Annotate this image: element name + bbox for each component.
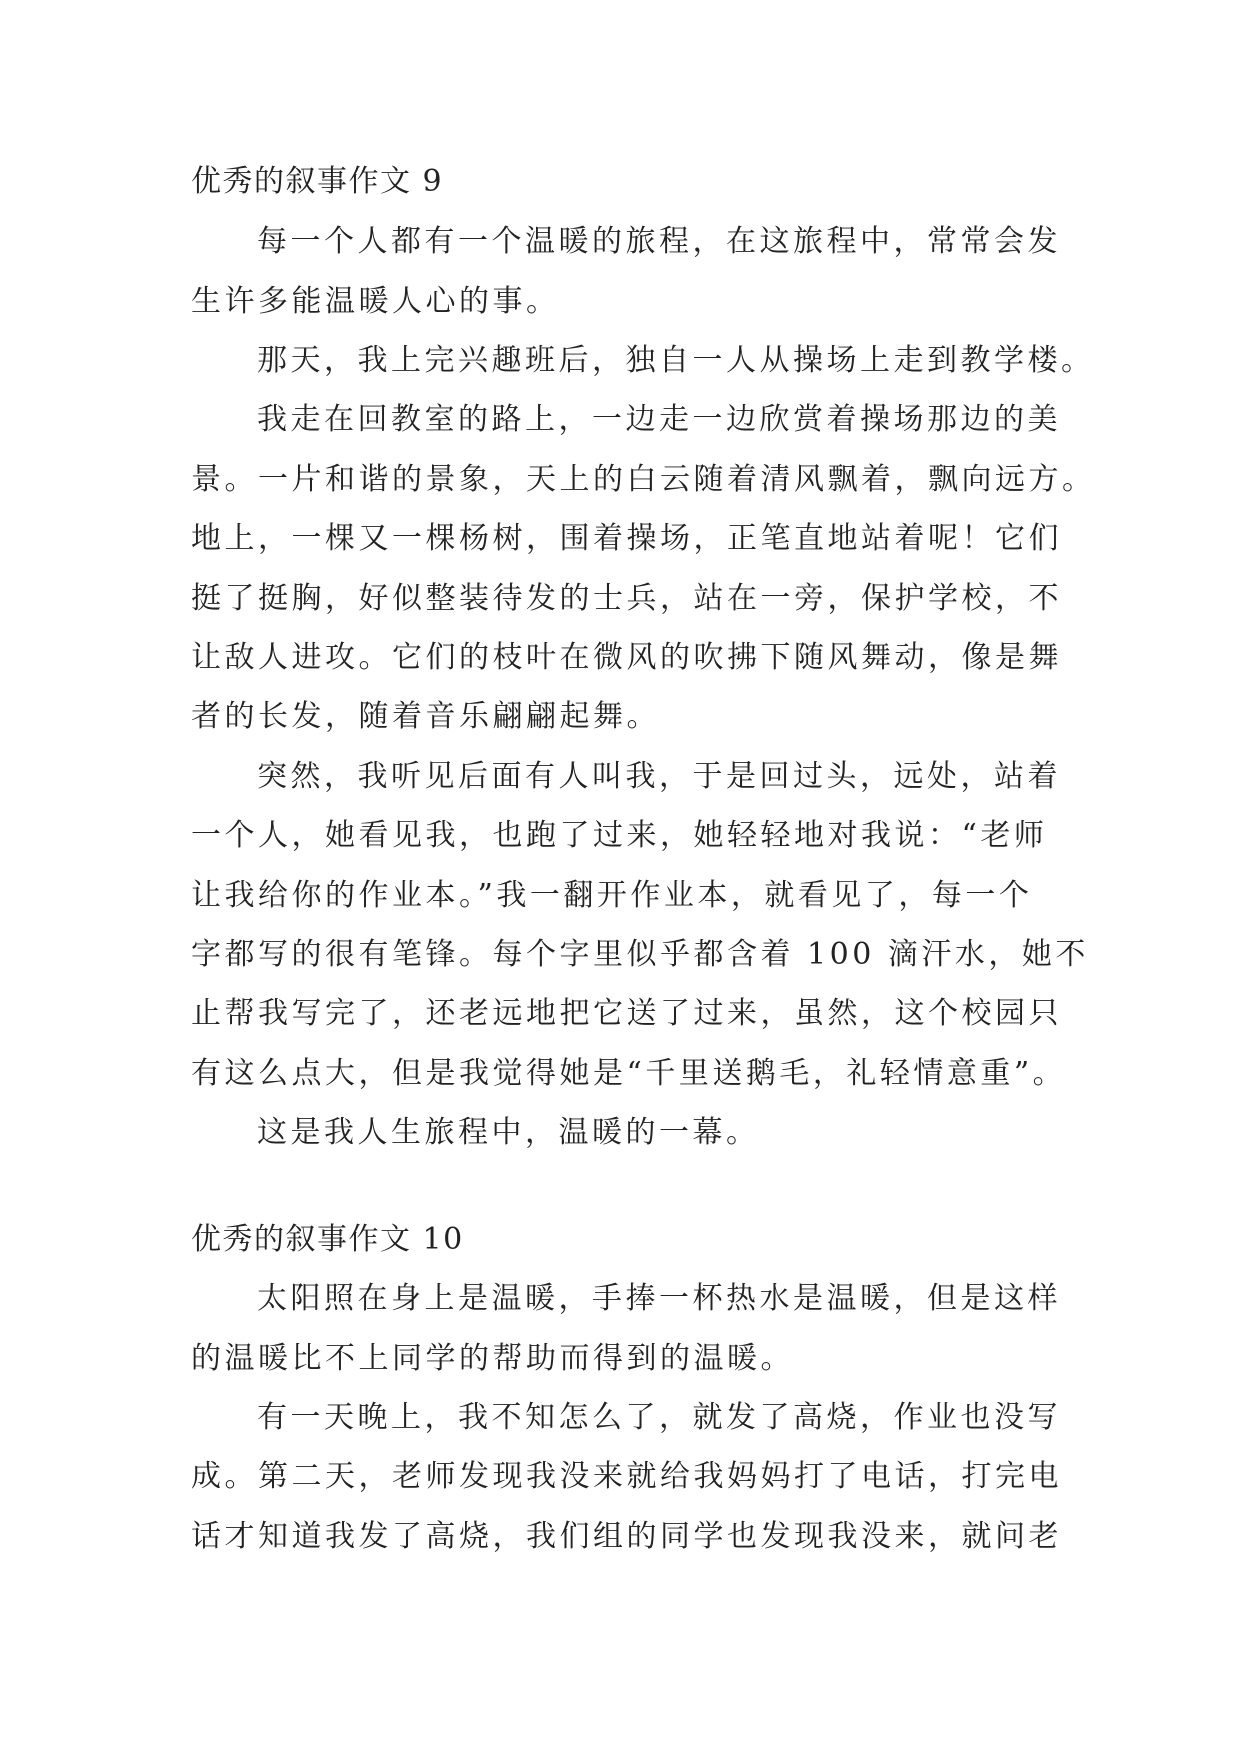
paragraph-line: 景。一片和谐的景象，天上的白云随着清风飘着，飘向远方。 (191, 462, 1096, 497)
paragraph-line: 挺了挺胸，好似整装待发的士兵，站在一旁，保护学校，不 (191, 581, 1062, 616)
paragraph-line: 这是我人生旅程中，温暖的一幕。 (257, 1115, 760, 1150)
paragraph-line: 者的长发，随着音乐翩翩起舞。 (191, 699, 660, 734)
paragraph-line: 有这么点大，但是我觉得她是“千里送鹅毛，礼轻情意重”。 (191, 1056, 1067, 1091)
paragraph-line: 成。第二天，老师发现我没来就给我妈妈打了电话，打完电 (191, 1459, 1062, 1494)
paragraph-line: 我走在回教室的路上，一边走一边欣赏着操场那边的美 (257, 402, 1061, 437)
paragraph-line: 的温暖比不上同学的帮助而得到的温暖。 (191, 1341, 794, 1376)
paragraph-line: 地上，一棵又一棵杨树，围着操场，正笔直地站着呢！它们 (191, 521, 1062, 556)
paragraph-line: 让我给你的作业本。”我一翻开作业本，就看见了，每一个 (191, 878, 1033, 913)
paragraph-line: 止帮我写完了，还老远地把它送了过来，虽然，这个校园只 (191, 996, 1062, 1031)
paragraph-line: 太阳照在身上是温暖，手捧一杯热水是温暖，但是这样 (257, 1281, 1061, 1316)
paragraph-line: 字都写的很有笔锋。每个字里似乎都含着 100 滴汗水，她不 (191, 937, 1089, 972)
section-title: 优秀的叙事作文 10 (191, 1222, 464, 1257)
paragraph-line: 每一个人都有一个温暖的旅程，在这旅程中，常常会发 (257, 224, 1061, 259)
paragraph-line: 话才知道我发了高烧，我们组的同学也发现我没来，就问老 (191, 1519, 1062, 1554)
paragraph-line: 有一天晚上，我不知怎么了，就发了高烧，作业也没写 (257, 1400, 1061, 1435)
paragraph-line: 生许多能温暖人心的事。 (191, 284, 560, 319)
section-title: 优秀的叙事作文 9 (191, 164, 444, 199)
paragraph-line: 突然，我听见后面有人叫我，于是回过头，远处，站着 (257, 759, 1061, 794)
paragraph-line: 让敌人进攻。它们的枝叶在微风的吹拂下随风舞动，像是舞 (191, 640, 1062, 675)
paragraph-line: 那天，我上完兴趣班后，独自一人从操场上走到教学楼。 (257, 343, 1095, 378)
paragraph-line: 一个人，她看见我，也跑了过来，她轻轻地对我说：“老师 (191, 818, 1048, 853)
